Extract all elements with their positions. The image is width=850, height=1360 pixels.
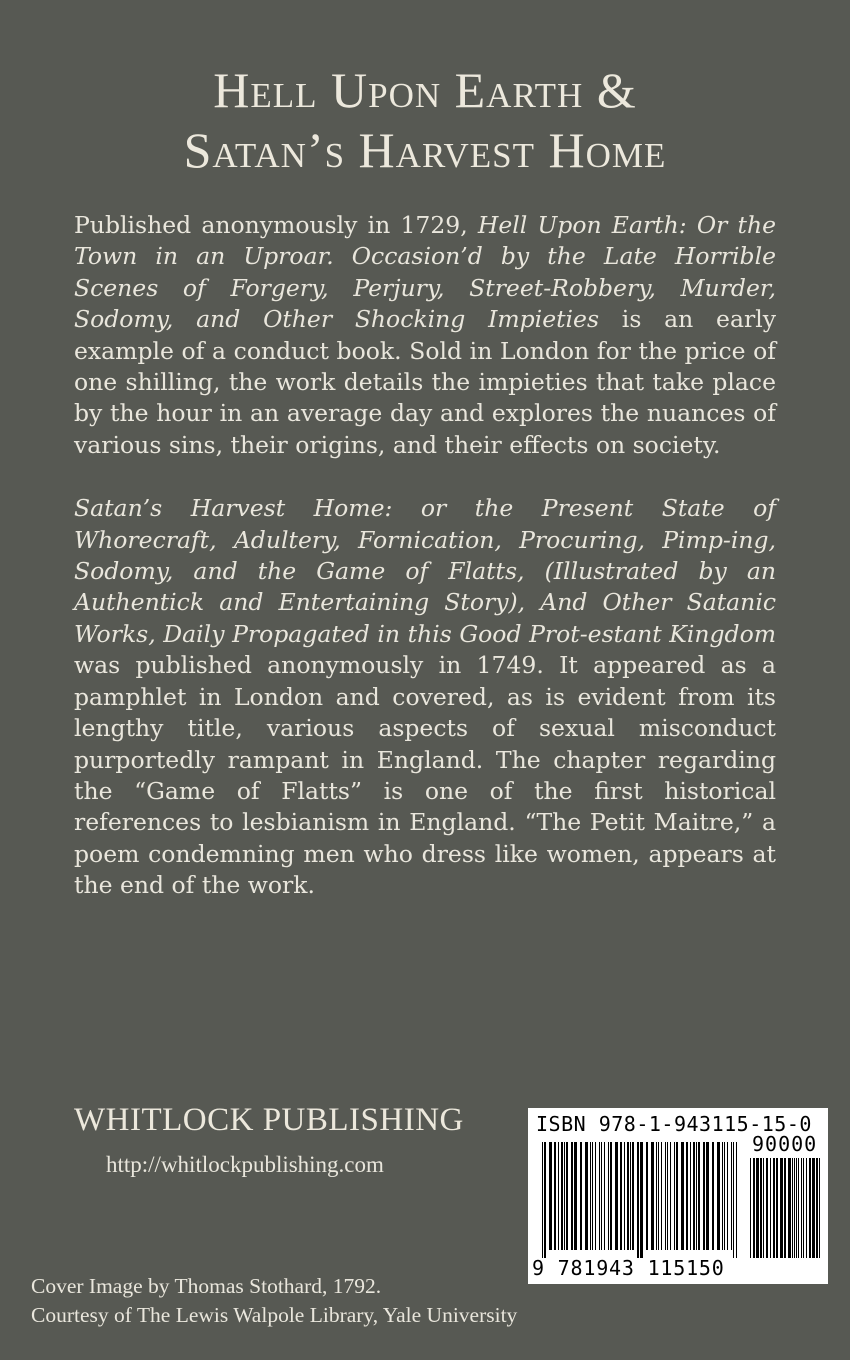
barcode-bar [580, 1142, 582, 1250]
barcode-bar [681, 1142, 684, 1250]
ean-digits: 9 781943 115150 [532, 1256, 725, 1280]
isbn-label: ISBN 978-1-943115-15-0 [536, 1112, 812, 1136]
barcode-bar [592, 1142, 593, 1250]
barcode-bar [753, 1158, 755, 1258]
p1-lead: Published anonymously in 1729, [74, 211, 478, 239]
barcode-bar [717, 1142, 720, 1250]
blurb-paragraph-1 [74, 210, 776, 461]
blurb [74, 210, 776, 934]
barcode-bar [792, 1158, 793, 1258]
barcode-bar [750, 1158, 751, 1258]
barcode-bar [566, 1142, 568, 1250]
barcode-bar [651, 1142, 654, 1250]
barcode-bar [816, 1158, 818, 1258]
barcode-bar [698, 1142, 700, 1250]
barcode-bar [703, 1142, 705, 1250]
barcode-bar [770, 1158, 771, 1258]
barcode-bar [585, 1142, 588, 1250]
barcode-bar [727, 1142, 728, 1250]
barcode-bar [722, 1142, 723, 1250]
barcode-bar [760, 1158, 762, 1258]
barcode-bar [549, 1142, 552, 1250]
barcode-bar [686, 1142, 688, 1250]
price-addon: 90000 [752, 1132, 818, 1156]
p2-italic-title: Satan’s Harvest Home: or the Present State of Whorecraft, Adultery, Fornication, Procuring, Pimp-ing, Sodomy, and the Game of Flatts, (Illustrated by an Authentick and Entertaining Story), And Other Satanic Works, Daily Propagated in this Good Prot-estant Kingdom [74, 494, 776, 648]
barcode-bar [615, 1142, 618, 1250]
barcode-bar [590, 1142, 591, 1250]
barcode-bar [558, 1142, 559, 1250]
barcode-bar [661, 1142, 662, 1250]
barcode-bar [794, 1158, 795, 1258]
barcode-bar [788, 1158, 791, 1258]
blurb-paragraph-2 [74, 493, 776, 901]
title-line-2: Satan’s Harvest Home [183, 122, 667, 178]
p2-rest: was published anonymously in 1749. It appeared as a pamphlet in London and covered, as is evident from its lengthy title, various aspects of sexual misconduct purportedly rampant in England. The chapter regarding the “Game of Flatts” is one of the first historical references to lesbianism in England. “The Petit Maitre,” a poem condemning men who dress like women, appears at the end of the work. [74, 651, 776, 900]
barcode-bar [601, 1142, 602, 1250]
barcode-bar [627, 1142, 629, 1250]
image-credit [31, 1272, 681, 1330]
barcode-bar [733, 1142, 734, 1258]
p1-rest: is an early example of a conduct book. Sold in London for the price of one shilling, the work details the impieties that take place by the hour in an average day and explores the nuances of various sins, their origins, and their effects on society. [74, 305, 776, 459]
barcode-bar [696, 1142, 697, 1250]
barcode-bar [574, 1142, 577, 1250]
barcode-bar [595, 1142, 596, 1250]
barcode-bar [756, 1158, 759, 1258]
barcode-bar [658, 1142, 659, 1250]
barcode-bar [803, 1158, 804, 1258]
barcode-bar [798, 1158, 799, 1258]
barcode-bar [599, 1142, 600, 1250]
barcode-bar [608, 1142, 609, 1250]
barcode-bar [693, 1142, 695, 1250]
barcode-bar [554, 1142, 556, 1250]
title-line-1: Hell Upon Earth & [213, 62, 637, 118]
barcode-bar [632, 1142, 634, 1250]
barcode-bar [640, 1142, 643, 1258]
barcode-bar [646, 1142, 648, 1250]
book-title [0, 60, 850, 180]
barcode-bar [731, 1142, 732, 1250]
barcode-bar [624, 1142, 625, 1250]
barcode-bar [801, 1158, 802, 1258]
isbn-barcode [528, 1108, 828, 1284]
barcode-bar [706, 1142, 709, 1250]
barcode-bar [667, 1142, 668, 1250]
barcode-bar [610, 1142, 612, 1250]
barcode-bar [665, 1142, 666, 1250]
barcode-bar [604, 1142, 605, 1250]
credit-line-2: Courtesy of The Lewis Walpole Library, Yale University [31, 1303, 518, 1327]
barcode-bar [571, 1142, 573, 1250]
barcode-bar [773, 1158, 775, 1258]
barcode-bar [674, 1142, 675, 1250]
barcode-bar [564, 1142, 565, 1250]
barcode-bar [766, 1158, 768, 1258]
barcode-bar [670, 1142, 671, 1250]
barcode-bar [780, 1158, 783, 1258]
barcode-bar [812, 1158, 815, 1258]
barcode-bar [690, 1142, 691, 1250]
barcode-bar [630, 1142, 631, 1250]
barcode-bar [637, 1142, 639, 1258]
barcode-bar [712, 1142, 714, 1250]
barcode-bar [776, 1158, 778, 1258]
publisher-name: WHITLOCK PUBLISHING [74, 1102, 464, 1138]
credit-line-1: Cover Image by Thomas Stothard, 1792. [31, 1274, 382, 1298]
barcode-bar [544, 1142, 546, 1258]
barcode-bar [784, 1158, 786, 1258]
barcode-bar [676, 1142, 678, 1250]
barcode-bar [620, 1142, 622, 1250]
barcode-bar [819, 1158, 820, 1258]
barcode-bar [736, 1142, 737, 1258]
barcode-bar [724, 1142, 725, 1250]
barcode-bar [763, 1158, 764, 1258]
publisher-url: http://whitlockpublishing.com [106, 1152, 384, 1177]
barcode-bar [542, 1142, 543, 1258]
barcode-bar [809, 1158, 811, 1258]
barcode-bar [796, 1158, 797, 1258]
p1-italic-title: Hell Upon Earth: Or the Town in an Uproar. Occasion’d by the Late Horrible Scenes of Forgery, Perjury, Street-Robbery, Murder, Sodomy, and Other Shocking Impieties [74, 211, 776, 334]
barcode-bar [561, 1142, 563, 1250]
barcode-bar [806, 1158, 807, 1258]
barcode-bar [656, 1142, 657, 1250]
